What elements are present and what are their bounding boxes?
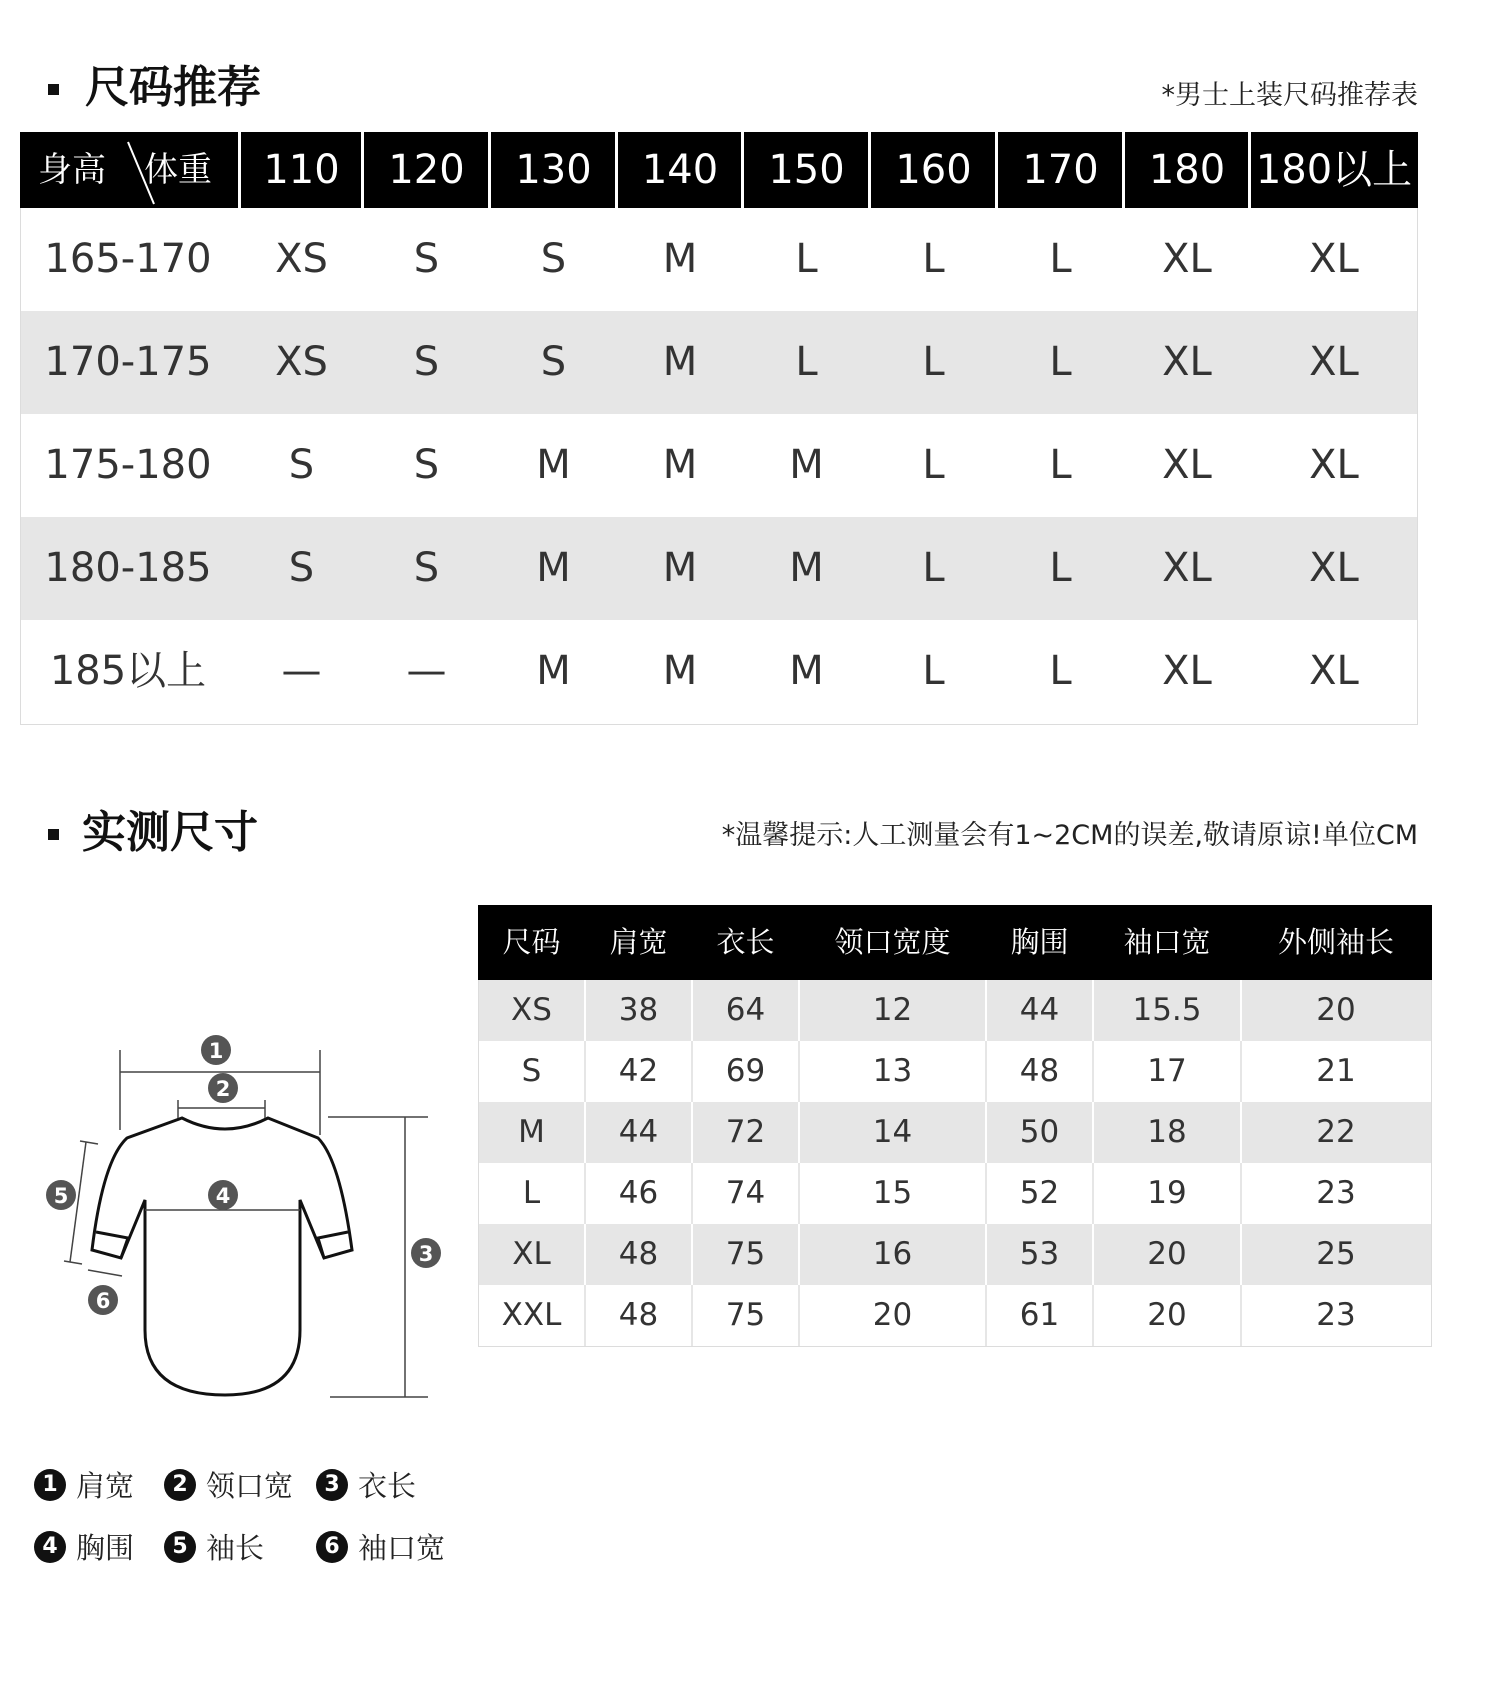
size-cell: M	[536, 545, 571, 591]
height-cell: 165-170	[44, 236, 212, 282]
legend-number: 2	[164, 1469, 196, 1501]
size-cell: M	[536, 442, 571, 488]
size-cell: XS	[511, 992, 552, 1028]
marker-6: 6	[95, 1289, 111, 1313]
value-cell: 46	[618, 1175, 659, 1211]
height-cell: 185以上	[49, 648, 207, 694]
header-cell: 肩宽	[609, 925, 668, 959]
size-cell: XL	[1309, 236, 1359, 282]
value-cell: 44	[1019, 992, 1060, 1028]
legend-number: 1	[34, 1469, 66, 1501]
value-cell: 20	[872, 1297, 913, 1333]
table-row	[20, 311, 1418, 414]
header-weight-cell: 110	[263, 147, 340, 193]
legend-item	[34, 1464, 134, 1504]
table-header	[478, 905, 1432, 980]
value-cell: 23	[1316, 1175, 1356, 1211]
size-cell: —	[406, 648, 447, 694]
legend-item	[316, 1464, 416, 1504]
value-cell: 48	[1019, 1053, 1060, 1089]
legend-item	[316, 1526, 445, 1566]
value-cell: 75	[725, 1236, 766, 1272]
table-row	[20, 414, 1418, 517]
size-cell: XS	[275, 339, 328, 385]
size-cell: L	[922, 442, 945, 488]
value-cell: 20	[1147, 1236, 1187, 1272]
size-cell: L	[922, 545, 945, 591]
value-cell: 48	[618, 1297, 659, 1333]
header-cell: 衣长	[716, 925, 775, 959]
header-weight-cell: 150	[768, 147, 845, 193]
size-cell: M	[536, 648, 571, 694]
legend-number: 6	[316, 1531, 348, 1563]
value-cell: 21	[1316, 1053, 1356, 1089]
size-cell: M	[789, 545, 824, 591]
marker-3: 3	[418, 1242, 434, 1266]
size-cell: L	[795, 339, 818, 385]
section-bullet	[48, 84, 59, 95]
tshirt-outline	[92, 1118, 352, 1395]
size-cell: M	[518, 1114, 545, 1150]
size-cell: S	[413, 442, 440, 488]
value-cell: 18	[1147, 1114, 1187, 1150]
legend-item	[164, 1464, 293, 1504]
value-cell: 38	[618, 992, 659, 1028]
table-row	[478, 1163, 1432, 1224]
size-cell: S	[521, 1053, 542, 1089]
legend-label: 衣长	[358, 1469, 417, 1503]
header-cell: 外侧袖长	[1277, 925, 1394, 959]
measure-note: *温馨提示:人工测量会有1~2CM的误差,敬请原谅!单位CM	[721, 820, 1418, 851]
size-cell: S	[540, 339, 567, 385]
header-weight-cell: 160	[895, 147, 972, 193]
height-cell: 175-180	[44, 442, 212, 488]
height-cell: 170-175	[44, 339, 212, 385]
legend-number: 3	[316, 1469, 348, 1501]
size-cell: L	[1049, 648, 1072, 694]
size-cell: S	[540, 236, 567, 282]
value-cell: 52	[1019, 1175, 1060, 1211]
value-cell: 44	[618, 1114, 659, 1150]
size-cell: L	[922, 648, 945, 694]
size-cell: M	[662, 648, 698, 694]
size-cell: XL	[1162, 339, 1212, 385]
value-cell: 53	[1019, 1236, 1060, 1272]
size-cell: XXL	[501, 1297, 562, 1333]
size-cell: XL	[1309, 442, 1359, 488]
value-cell: 42	[618, 1053, 659, 1089]
size-cell: S	[413, 339, 440, 385]
height-cell: 180-185	[44, 545, 212, 591]
marker-4: 4	[215, 1184, 231, 1208]
table-row	[478, 980, 1432, 1041]
value-cell: 23	[1316, 1297, 1356, 1333]
value-cell: 17	[1147, 1053, 1187, 1089]
value-cell: 19	[1147, 1175, 1187, 1211]
size-cell: M	[662, 442, 698, 488]
size-cell: L	[1049, 339, 1072, 385]
tshirt-diagram	[40, 1010, 460, 1430]
header-weight-cell: 130	[515, 147, 592, 193]
table-row	[20, 517, 1418, 620]
header-weight-cell: 180	[1148, 147, 1226, 193]
section-bullet	[48, 829, 59, 840]
legend-label: 袖长	[206, 1531, 265, 1565]
table-row	[478, 1224, 1432, 1285]
size-cell: XL	[1162, 648, 1212, 694]
size-cell: M	[662, 545, 698, 591]
value-cell: 16	[872, 1236, 913, 1272]
value-cell: 12	[872, 992, 913, 1028]
legend-number: 4	[34, 1531, 66, 1563]
value-cell: 50	[1019, 1114, 1060, 1150]
value-cell: 48	[618, 1236, 659, 1272]
size-recommend-table	[20, 132, 1418, 723]
header-weight-cell: 140	[641, 147, 719, 193]
table-row	[478, 1102, 1432, 1163]
size-cell: L	[1049, 236, 1072, 282]
header-cell: 尺码	[502, 925, 561, 959]
recommend-note: *男士上装尺码推荐表	[1161, 80, 1418, 111]
value-cell: 72	[725, 1114, 766, 1150]
size-cell: M	[789, 442, 824, 488]
size-cell: L	[522, 1175, 541, 1211]
size-cell: S	[413, 236, 440, 282]
size-cell: S	[288, 545, 315, 591]
legend-number: 5	[164, 1531, 196, 1563]
value-cell: 15.5	[1132, 992, 1202, 1028]
corner-height-label: 身高	[38, 150, 106, 190]
size-cell: S	[288, 442, 315, 488]
table-header	[20, 132, 1418, 208]
value-cell: 74	[725, 1175, 766, 1211]
size-cell: L	[922, 236, 945, 282]
legend-label: 肩宽	[76, 1469, 135, 1503]
size-cell: XL	[1162, 442, 1212, 488]
legend-label: 袖口宽	[358, 1531, 446, 1565]
header-weight-cell: 120	[388, 147, 465, 193]
marker-2: 2	[215, 1077, 231, 1101]
value-cell: 22	[1316, 1114, 1356, 1150]
value-cell: 13	[872, 1053, 913, 1089]
value-cell: 64	[725, 992, 766, 1028]
size-cell: —	[281, 648, 322, 694]
value-cell: 20	[1316, 992, 1356, 1028]
size-cell: XL	[1309, 648, 1359, 694]
size-cell: L	[795, 236, 818, 282]
corner-cell	[20, 132, 240, 208]
header-weight-cell: 180以上	[1255, 147, 1413, 193]
legend-label: 胸围	[76, 1531, 135, 1565]
legend-item	[34, 1526, 134, 1566]
value-cell: 15	[872, 1175, 913, 1211]
size-cell: S	[413, 545, 440, 591]
legend-label: 领口宽	[206, 1469, 294, 1503]
value-cell: 20	[1147, 1297, 1187, 1333]
size-cell: L	[1049, 442, 1072, 488]
header-cell: 领口宽度	[834, 925, 951, 959]
size-cell: L	[922, 339, 945, 385]
table-row	[478, 1041, 1432, 1102]
table-row	[20, 208, 1418, 311]
header-weight-cell: 170	[1022, 147, 1099, 193]
header-cell: 袖口宽	[1123, 925, 1211, 959]
size-cell: XL	[1162, 545, 1212, 591]
header-cell: 胸围	[1010, 925, 1069, 959]
table-row	[20, 620, 1418, 723]
marker-5: 5	[53, 1184, 69, 1208]
size-cell: M	[662, 339, 698, 385]
size-cell: XL	[1309, 545, 1359, 591]
size-cell: XL	[1162, 236, 1212, 282]
value-cell: 69	[725, 1053, 766, 1089]
size-cell: XS	[275, 236, 328, 282]
size-cell: XL	[1309, 339, 1359, 385]
measure-table	[478, 905, 1432, 1346]
corner-weight-label: 体重	[144, 150, 212, 190]
recommend-title: 尺码推荐	[85, 62, 261, 113]
table-row	[478, 1285, 1432, 1346]
measure-title: 实测尺寸	[82, 807, 258, 858]
size-cell: M	[789, 648, 824, 694]
size-cell: XL	[512, 1236, 551, 1272]
marker-1: 1	[208, 1039, 224, 1063]
value-cell: 75	[725, 1297, 766, 1333]
legend-item	[164, 1526, 264, 1566]
value-cell: 61	[1019, 1297, 1060, 1333]
value-cell: 25	[1316, 1236, 1356, 1272]
size-cell: L	[1049, 545, 1072, 591]
size-cell: M	[662, 236, 698, 282]
value-cell: 14	[872, 1114, 913, 1150]
